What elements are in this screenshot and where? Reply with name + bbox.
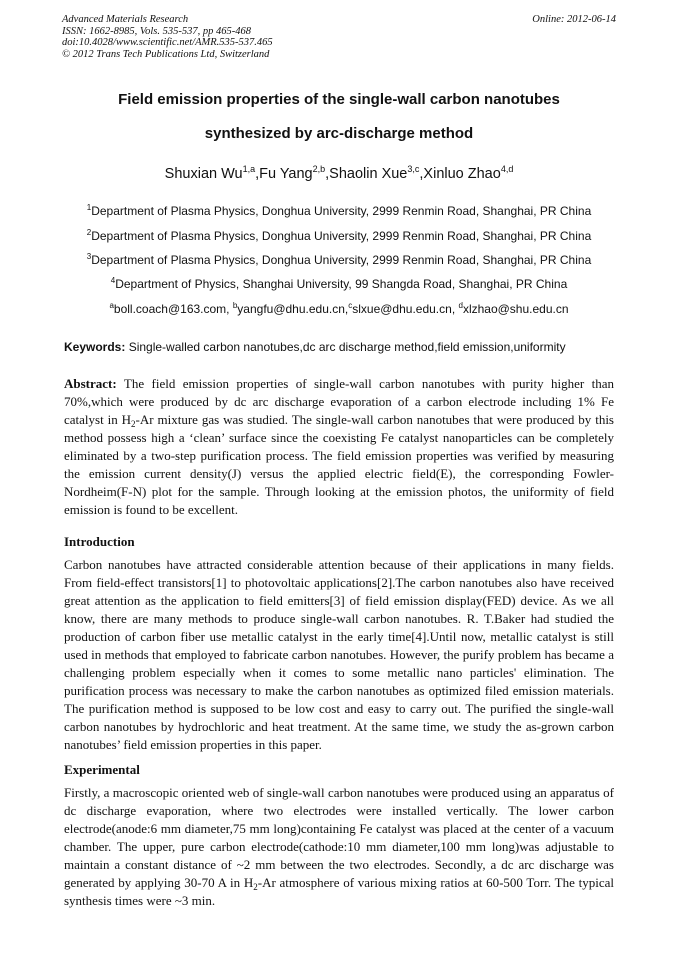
author-list [40, 166, 638, 182]
affiliation-text: Department of Plasma Physics, Donghua University, 2999 Renmin Road, Shanghai, PR China [91, 229, 592, 243]
author-name: Xinluo Zhao [423, 166, 501, 182]
affiliation-sup: 3 [86, 252, 92, 261]
journal-name: Advanced Materials Research [62, 14, 189, 25]
author-emails [40, 302, 638, 316]
keywords-label: Keywords: [64, 340, 126, 354]
affiliation-1 [40, 204, 638, 218]
online-date: Online: 2012-06-14 [532, 14, 616, 25]
author-name: Fu Yang [259, 166, 313, 182]
email-link[interactable]: yangfu@dhu.edu.cn, [237, 302, 349, 316]
email-sup: b [232, 301, 238, 310]
email-sup: c [348, 301, 353, 310]
author-sep: , [255, 166, 260, 182]
affiliation-sup: 2 [86, 228, 92, 237]
email-link[interactable]: slxue@dhu.edu.cn, [352, 302, 459, 316]
author-sup: 4,d [500, 164, 514, 174]
copyright-line: © 2012 Trans Tech Publications Ltd, Switzerland [62, 48, 270, 60]
experimental-text-a: Firstly, a macroscopic oriented web of single-wall carbon nanotubes were produced using an apparatus of dc discharge evaporation, where two electrodes were installed vertically. The lower carbon electrode(anode:6 mm diameter,75 mm long)containing Fe catalyst was placed at the center of a vacuum chamber. The upper, pure carbon electrode(cathode:10 mm diameter,100 mm long)was adjustable to maintain a constant distance of ~2 mm between the two electrodes. Secondly, a dc arc discharge was generated by applying 30-70 A in H [64, 785, 614, 890]
issn-line: ISSN: 1662-8985, Vols. 535-537, pp 465-468 [62, 25, 251, 37]
experimental-text-b: -Ar atmosphere of various mixing ratios at 60-500 Torr. The typical synthesis times were ~3 min. [64, 875, 614, 908]
keywords-text: Single-walled carbon nanotubes,dc arc discharge method,field emission,uniformity [128, 340, 566, 354]
author-sep: , [419, 166, 424, 182]
author-sup: 1,a [242, 164, 256, 174]
abstract-subscript: 2 [131, 419, 136, 429]
email-link[interactable]: boll.coach@163.com, [113, 302, 233, 316]
email-link[interactable]: xlzhao@shu.edu.cn [462, 302, 569, 316]
abstract-text-b: -Ar mixture gas was studied. The single-wall carbon nanotubes that were produced by this method possess high a ‘clean’ surface since the coexisting Fe catalyst nanoparticles can be completely eliminated by a two-step purification process. The field emission properties was verified by measuring the emission current density(J) versus the applied electric field(E), the corresponding Fowler-Nordheim(F-N) plot for the sample. Through looking at the emission photos, the uniformity of field emission is found to be excellent. [64, 412, 614, 517]
experimental-heading: Experimental [64, 762, 140, 777]
affiliation-sup: 4 [110, 276, 116, 285]
email-sup: d [458, 301, 463, 310]
affiliation-3 [40, 253, 638, 267]
abstract-label: Abstract: [64, 376, 117, 391]
author-sup: 3,c [407, 164, 420, 174]
affiliation-text: Department of Plasma Physics, Donghua University, 2999 Renmin Road, Shanghai, PR China [91, 204, 592, 218]
introduction-heading: Introduction [64, 534, 135, 549]
affiliation-text: Department of Plasma Physics, Donghua University, 2999 Renmin Road, Shanghai, PR China [91, 253, 592, 267]
affiliation-text: Department of Physics, Shanghai University, 99 Shangda Road, Shanghai, PR China [115, 277, 568, 291]
author-name: Shaolin Xue [329, 166, 408, 182]
abstract-text-a: The field emission properties of single-wall carbon nanotubes with purity higher than 70%,which were produced by dc arc discharge evaporation of a carbon electrode including 1% Fe catalyst in H [64, 376, 614, 427]
abstract-paragraph [64, 375, 614, 519]
experimental-paragraph [64, 784, 614, 910]
paper-title-line-2: synthesized by arc-discharge method [204, 125, 474, 142]
author-sep: , [325, 166, 330, 182]
affiliation-sup: 1 [86, 203, 92, 212]
keywords [64, 340, 624, 354]
author-name: Shuxian Wu [164, 166, 243, 182]
experimental-subscript: 2 [253, 882, 258, 892]
author-sup: 2,b [312, 164, 326, 174]
introduction-paragraph: Carbon nanotubes have attracted considerable attention because of their applications in many fields. From field-effect transistors[1] to photovoltaic applications[2].The carbon nanotubes also have received great attention as the application to field emitters[3] of field emission display(FED) device. As we all know, there are many methods to produce single-wall carbon nanotubes. R. T.Baker had studied the production of carbon fiber use metallic catalyst in the early time[4].Until now, metallic catalyst is still used in methods that employed to fabricate carbon nanotubes. However, the purify problem has became a challenging problem especially when it comes to some metallic nano particles' elimination. The purification process was necessary to make the carbon nanotubes as optimized filed emission materials. The purification method is supposed to be low cost and easy to carry out. The purified the single-wall carbon nanotubes by hydrochloric and heat treatment. At the same time, we study the as-grown carbon nanotubes’ field emission properties in this paper. [64, 557, 614, 752]
journal-header [62, 14, 273, 60]
affiliation-2 [40, 229, 638, 243]
affiliation-4 [40, 277, 638, 291]
email-sup: a [109, 301, 114, 310]
paper-title-line-1: Field emission properties of the single-wall carbon nanotubes [118, 91, 560, 108]
doi-line: doi:10.4028/www.scientific.net/AMR.535-537.465 [62, 37, 273, 48]
